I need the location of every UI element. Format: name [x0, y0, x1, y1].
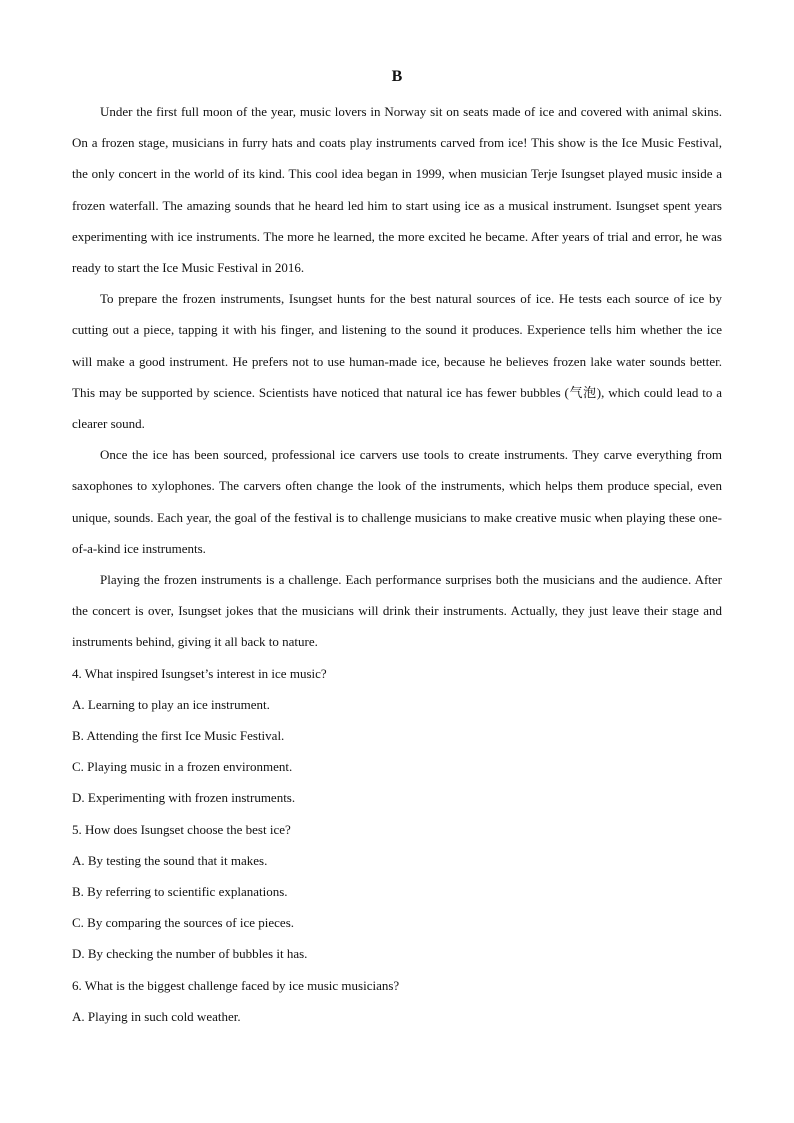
- reading-passage: [72, 96, 722, 658]
- option-b: B. Attending the first Ice Music Festival.: [72, 728, 285, 744]
- passage-paragraph-3: Once the ice has been sourced, professional ice carvers use tools to create instruments. They carve everything from saxophones to xylophones. The carvers often change the look of the instruments, which helps them produce special, even unique, sounds. Each year, the goal of the festival is to challenge musicians to make creative music when playing these one-of-a-kind ice instruments.: [72, 447, 722, 556]
- section-title: B: [391, 68, 403, 85]
- option-d: D. By checking the number of bubbles it has.: [72, 946, 308, 962]
- question-stem: 6. What is the biggest challenge faced by ice music musicians?: [72, 977, 400, 993]
- passage-paragraph-4: Playing the frozen instruments is a challenge. Each performance surprises both the musicians and the audience. After the concert is over, Isungset jokes that the musicians will drink their instruments. Actually, they just leave their stage and instruments behind, giving it all back to nature.: [72, 572, 722, 650]
- option-b: B. By referring to scientific explanations.: [72, 884, 288, 900]
- option-a: A. By testing the sound that it makes.: [72, 852, 268, 868]
- question-stem: 4. What inspired Isungset’s interest in ice music?: [72, 665, 327, 681]
- passage-paragraph-2: To prepare the frozen instruments, Isungset hunts for the best natural sources of ice. He tests each source of ice by cutting out a piece, tapping it with his finger, and listening to the sound it produces. Experience tells him whether the ice will make a good instrument. He prefers not to use human-made ice, because he believes frozen lake water sounds better. This may be supported by science. Scientists have noticed that natural ice has fewer bubbles (气泡), which could lead to a clearer sound.: [72, 291, 722, 432]
- question-5: [72, 814, 722, 970]
- option-c: C. By comparing the sources of ice pieces.: [72, 915, 295, 931]
- option-c: C. Playing music in a frozen environment.: [72, 759, 293, 775]
- question-stem: 5. How does Isungset choose the best ice?: [72, 821, 291, 837]
- document-page: [72, 66, 722, 1032]
- question-6: [72, 970, 722, 1032]
- option-a: A. Learning to play an ice instrument.: [72, 696, 270, 712]
- passage-paragraph-1: Under the first full moon of the year, music lovers in Norway sit on seats made of ice and covered with animal skins. On a frozen stage, musicians in furry hats and coats play instruments carved from ice! This show is the Ice Music Festival, the only concert in the world of its kind. This cool idea began in 1999, when musician Terje Isungset played music inside a frozen waterfall. The amazing sounds that he heard led him to start using ice as a musical instrument. Isungset spent years experimenting with ice instruments. The more he learned, the more excited he became. After years of trial and error, he was ready to start the Ice Music Festival in 2016.: [72, 104, 722, 276]
- option-d: D. Experimenting with frozen instruments.: [72, 790, 296, 806]
- question-4: [72, 658, 722, 814]
- option-a: A. Playing in such cold weather.: [72, 1008, 241, 1024]
